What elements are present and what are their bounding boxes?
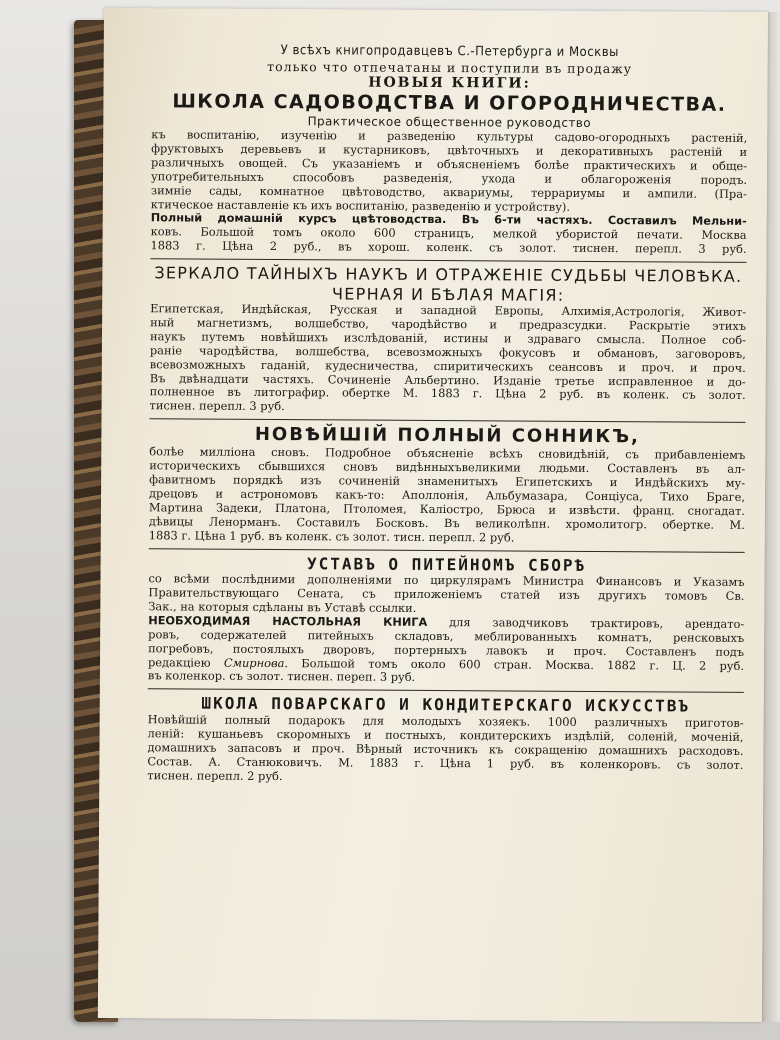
book-5-line: тиснен. перепл. 2 руб. <box>147 767 283 783</box>
book-5-cooking <box>147 694 744 787</box>
book-2-line: Въ двѣнадцати частяхъ. Сочиненіе Альбертино. Изданіе третье исправленное и до- <box>149 370 746 389</box>
book-4-editor: Смирнова <box>223 655 285 670</box>
book-2-magic <box>150 263 747 417</box>
header-notice <box>152 42 748 94</box>
book-3-line: фавитномъ порядкѣ изъ сочиненій знаменитыхъ Египетскихъ и Индѣйскихъ му- <box>149 472 746 490</box>
divider-2 <box>149 419 745 424</box>
divider-4 <box>148 689 744 694</box>
book-1-line: употребительныхъ способовъ разведенія, ухода и облагороженія породъ. <box>150 168 748 187</box>
book-2-line: раніе чародѣйства, волшебства, всевозможныхъ фокусовъ и обмановъ, заговоровъ, <box>149 343 746 361</box>
book-5-line: домашнихъ запасовъ и проч. Вѣрный источникъ къ сокращенію домашнихъ расходовъ. <box>147 739 744 758</box>
book-4-line: Правительствующаго Сената, съ приложеніемъ статей изъ другихъ томовъ Св. <box>148 585 745 603</box>
book-4-last-line: въ коленкор. съ золот. тиснен. переп. 3 руб. <box>147 668 416 685</box>
book-2-line: всевозможныхъ гаданій, кудесничества, спиритическихъ сеансовъ и проч. и проч. <box>149 356 746 375</box>
book-2-line: тиснен. перепл. 3 руб. <box>149 398 285 414</box>
book-1-line: зимніе сады, комнатное цвѣтоводство, аквариумы, террариумы и ампили. (Пра- <box>150 182 747 201</box>
book-4-line: Зак., на которыя сдѣланы въ Уставѣ ссылки. <box>148 599 417 615</box>
book-1-line: къ воспитанію, изученію и разведенію культуры садово-огородныхъ растеній, <box>151 127 748 145</box>
book-2-subtitle: ЧЕРНАЯ И БѢЛАЯ МАГІЯ: <box>331 283 565 305</box>
book-5-line: Новѣйшій полный подарокъ для молодыхъ хозяекъ. 1000 различныхъ приготов- <box>147 712 744 730</box>
book-5-line: леній: кушаньевъ скоромныхъ и постныхъ, кондитерскихъ издѣлій, соленій, моченій, <box>147 726 744 744</box>
divider-3 <box>149 548 745 553</box>
book-3-dream-book <box>149 424 746 547</box>
book-4-statute <box>148 553 745 687</box>
book-4-line: со всѣми послѣдними дополненіями по циркулярамъ Министра Финансовъ и Указамъ <box>148 571 745 590</box>
book-4-lead-rest: для заводчиковъ трактировъ, арендато- <box>427 614 745 631</box>
book-1-gardening <box>151 90 748 256</box>
book-4-line: ровъ, содержателей питейныхъ складовъ, меблированныхъ комнатъ, ренсковыхъ <box>148 626 745 645</box>
book-4-edit-pre: редакціею <box>147 654 224 670</box>
book-4-line: погребовъ, постоялыхъ дворовъ, портерныхъ лавокъ и проч. Составленъ подъ <box>148 640 745 659</box>
page-content <box>147 42 748 788</box>
book-1-line: Полный домашній курсъ цвѣтоводства. Въ 6-ти частяхъ. Составилъ Мельни- <box>150 211 747 229</box>
header-line-1: У всѣхъ книгопродавцевъ С.-Петербурга и Москвы <box>280 43 619 61</box>
book-1-line: 1883 г. Цѣна 2 руб., въ хорош. коленк. съ золот. тиснен. перепл. 3 руб. <box>150 238 747 257</box>
book-2-line: полненное въ литографир. обертке М. 1883 г. Цѣна 2 руб. въ коленк. съ золот. <box>149 384 746 403</box>
divider-1 <box>150 258 746 263</box>
book-2-line: ный магнетизмъ, волшебство, чародѣйство и предразсудки. Раскрытіе этихъ <box>150 315 747 333</box>
header-new-books: НОВЫЯ КНИГИ: <box>368 74 531 92</box>
book-1-subtitle: Практическое общественное руководство <box>307 114 592 131</box>
book-2-title: ЗЕРКАЛО ТАЙНЫХЪ НАУКЪ И ОТРАЖЕНІЕ СУДЬБЫ ЧЕЛОВѢКА. <box>154 263 743 286</box>
book-1-line: фруктовыхъ деревьевъ и кустарниковъ, цвѣточныхъ и декоративныхъ растеній и <box>151 141 748 159</box>
book-2-line: наукъ путемъ новѣйшихъ изслѣдованій, истины и здраваго смысла. Полное соб- <box>149 329 747 347</box>
book-3-title: НОВѢЙШІЙ ПОЛНЫЙ СОННИКЪ, <box>254 424 640 448</box>
book-4-lead: НЕОБХОДИМАЯ НАСТОЛЬНАЯ КНИГА <box>148 614 428 629</box>
book-3-line: 1883 г. Цѣна 1 руб. въ коленк. съ золот. тисн. перепл. 2 руб. <box>148 527 515 545</box>
book-3-line: дрецовъ и астрономовъ какъ-то: Аполлонія, Альбумазара, Сонціуса, Тихо Браге, <box>149 486 746 504</box>
book-4-edit-post: . Большой томъ около 600 стран. Москва. 1882 г. Ц. 2 руб. <box>284 655 745 673</box>
book-5-title: ШКОЛА ПОВАРСКАГО И КОНДИТЕРСКАГО ИСКУССТВЪ <box>201 693 691 716</box>
book-3-line: болѣе милліона сновъ. Подробное объясненіе всѣхъ сновидѣній, съ прибавленіемъ <box>149 444 746 463</box>
book-1-line: ковъ. Большой томъ около 600 страницъ, мелкой убористой печати. Москва <box>150 224 747 243</box>
book-4-title: УСТАВЪ О ПИТЕЙНОМЪ СБОРѢ <box>306 553 587 575</box>
book-3-line: Мартина Задеки, Платона, Птоломея, Каліостро, Брюса и извѣсти. франц. сногадат. <box>148 500 745 518</box>
book-page <box>98 8 768 1022</box>
book-3-line: дѣвицы Ленорманъ. Составилъ Босковъ. Въ великолѣпн. хромолитогр. обертке. М. <box>148 514 745 532</box>
book-5-line: Состав. А. Станюковичъ. М. 1883 г. Цѣна 1 руб. въ коленкоровъ. съ золот. <box>147 753 744 772</box>
book-2-line: Египетская, Индѣйская, Русская и западной Европы, Алхимія,Астрологія, Живот- <box>150 301 747 319</box>
book-1-line: различныхъ овощей. Съ указаніемъ и объясненіемъ болѣе практическихъ и обще- <box>151 155 748 173</box>
header-line-2: только что отпечатаны и поступили въ продажу <box>267 58 633 77</box>
book-3-line: историческихъ сбывшихся сновъ видѣнныхъвеликими людьми. Составленъ въ ал- <box>149 458 746 477</box>
book-1-line: ктическое наставленіе къ ихъ воспитанію, разведенію и устройству). <box>150 196 571 214</box>
book-1-title: ШКОЛА САДОВОДСТВА И ОГОРОДНИЧЕСТВА. <box>172 90 727 116</box>
